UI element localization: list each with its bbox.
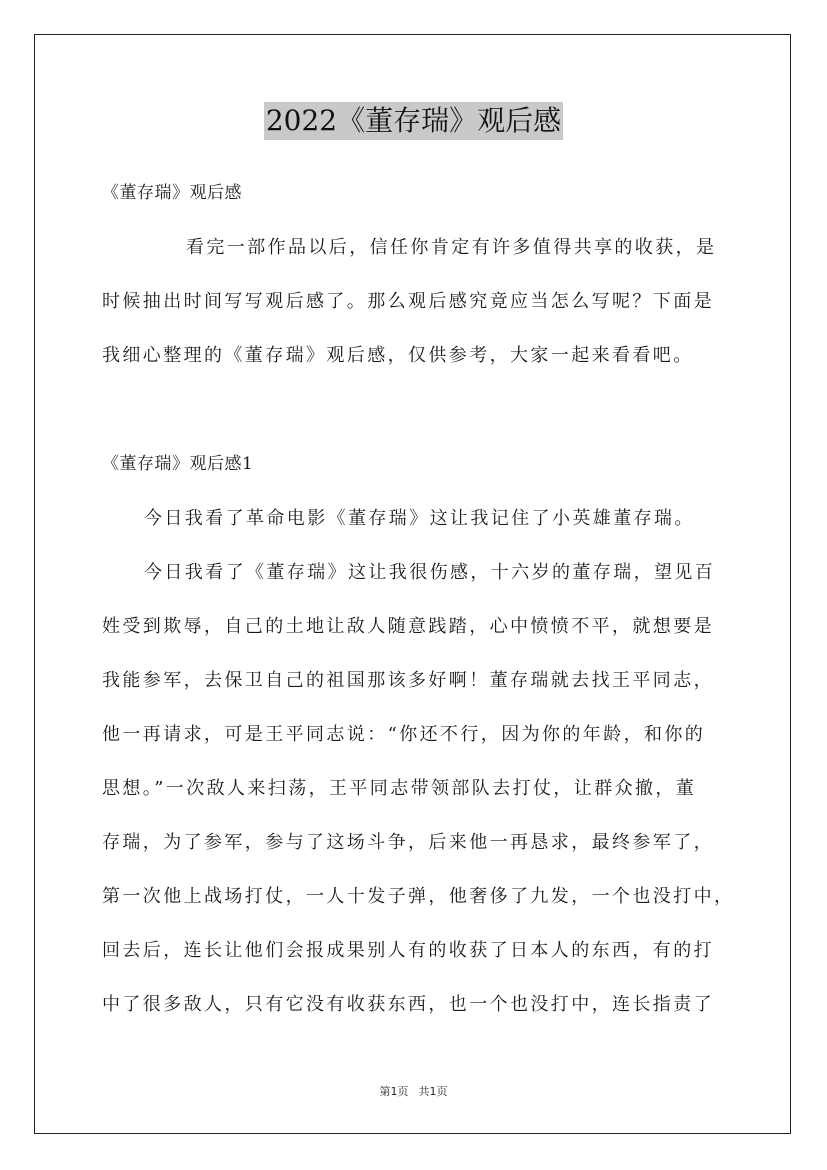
page-number: 第1页 — [379, 1085, 409, 1098]
intro-line: 时候抽出时间写写观后感了。那么观后感究竟应当怎么写呢？下面是 — [102, 291, 714, 312]
intro-line: 看完一部作品以后，信任你肯定有许多值得共享的收获，是 — [186, 237, 717, 258]
body-line: 思想。”一次敌人来扫荡，王平同志带领部队去打仗，让群众撤，董 — [102, 778, 697, 799]
body-line: 今日我看了《董存瑞》这让我很伤感，十六岁的董存瑞，望见百 — [144, 562, 716, 583]
title-container — [0, 102, 827, 140]
body-line: 回去后，连长让他们会报成果别人有的收获了日本人的东西，有的打 — [102, 940, 714, 961]
body-line: 他一再请求，可是王平同志说：“你还不行，因为你的年龄，和你的 — [102, 724, 706, 745]
page-total: 共1页 — [418, 1085, 448, 1098]
body-line: 中了很多敌人，只有它没有收获东西，也一个也没打中，连长指责了 — [102, 994, 714, 1015]
body-line: 存瑞，为了参军，参与了这场斗争，后来他一再恳求，最终参军了， — [102, 832, 714, 853]
document-title: 2022《董存瑞》观后感 — [264, 102, 563, 140]
body-line: 今日我看了革命电影《董存瑞》这让我记住了小英雄董存瑞。 — [144, 508, 695, 529]
page-footer — [0, 1085, 827, 1099]
body-line: 我能参军，去保卫自己的祖国那该多好啊！董存瑞就去找王平同志， — [102, 670, 714, 691]
section-heading: 《董存瑞》观后感1 — [102, 454, 254, 474]
body-line: 第一次他上战场打仗，一人十发子弹，他奢侈了九发，一个也没打中， — [102, 886, 735, 907]
subtitle: 《董存瑞》观后感 — [102, 183, 242, 203]
intro-line: 我细心整理的《董存瑞》观后感，仅供参考，大家一起来看看吧。 — [102, 345, 694, 366]
body-line: 姓受到欺辱，自己的土地让敌人随意践踏，心中愤愤不平，就想要是 — [102, 616, 714, 637]
